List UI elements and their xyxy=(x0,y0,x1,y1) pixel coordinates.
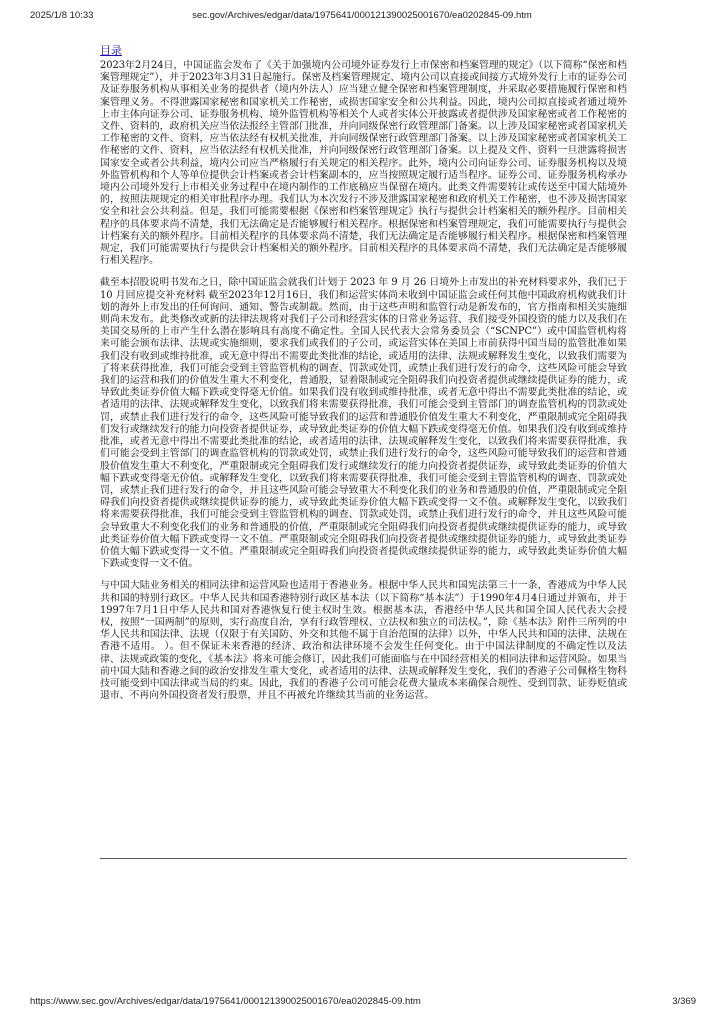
section-divider xyxy=(100,858,627,859)
print-datetime: 2025/1/8 10:33 xyxy=(30,10,94,21)
header-url: sec.gov/Archives/edgar/data/1975641/000121390025001670/ea0202845-09.htm xyxy=(192,10,532,21)
browser-print-header xyxy=(0,8,724,24)
paragraph-confidentiality: 2023年2月24日，中国证监会发布了《关于加强境内公司境外证券发行上市保密和档案管理的规定》（以下简称“保密和档案管理规定”），并于2023年3月31日起施行。保密及档案管理规定、境内公司以直接或间接方式境外发行上市的证券公司及证券服务机构从事相关业务的提供者（境内外法人）应当建立健全保密和档案管理制度，并采取必要措施履行保密和档案管理义务。不得泄露国家秘密和国家机关工作秘密，或损害国家安全和公共利益。因此，境内公司拟直接或者通过境外上市主体向证券公司、证券服务机构、境外监管机构等相关个人或者实体公开披露或者提供涉及国家秘密或者工作秘密的文件、资料的，政府机关应当依法报经主管部门批准，并向同级保密行政管理部门备案。以上涉及国家秘密或者国家机关工作秘密的文件、资料，应当依法经有权机关批准，并向同级保密行政管理部门备案。以上涉及国家秘密或者国家机关工作秘密的文件、资料，应当依法经有权机关批准，并向同级保密行政管理部门备案。以上提及文件、资料一旦泄露将损害国家安全或者公共利益，境内公司应当严格履行有关规定的相关程序。此外，境内公司向证券公司、证券服务机构以及境外监管机构和个人等单位提供会计档案或者会计档案副本的，应当按照规定履行适当程序。证券公司、证券服务机构承办境内公司境外发行上市相关业务过程中在境内制作的工作底稿应当保留在境内。此类文件需要转让或传送至中国大陆境外的，按照法规规定的相关审批程序办理。我们认为本次发行不涉及泄露国家秘密和政府机关工作秘密，也不涉及损害国家安全和社会公共利益。但是，我们可能需要根据《保密和档案管理规定》执行与提供会计档案相关的额外程序。目前相关程序的具体要求尚不清楚，我们无法确定是否能够履行相关程序。根据保密和档案管理规定，我们可能需要执行与提供会计档案有关的额外程序。目前相关程序的具体要求尚不清楚，我们无法确定是否能够履行相关程序。根据保密和档案管理规定，我们可能需要执行与提供会计档案相关的额外程序。目前相关程序的具体要求尚不清楚，我们无法确定是否能够履行相关程序。 xyxy=(100,60,627,267)
paragraph-csrc-approval: 截至本招股说明书发布之日，除中国证监会就我们计划于 2023 年 9 月 26 日境外上市发出的补充材料要求外，我们已于 10 月回应提交补充材料 截至2023年12月16日，我们和运营实体尚未收到中国证监会或任何其他中国政府机构就我们计划的海外上市发出的任何询问、通知、警告或制裁。然而，由于这些声明和监管行动是新发布的，官方指南和相关实施细则尚未发布。此类修改或新的法律法规将对我们子公司和经营实体的日常业务运营、我们接受外国投资的能力以及我们在美国交易所的上市产生什么潜在影响具有高度不确定性。全国人民代表大会常务委员会（“SCNPC”）或中国监管机构将来可能会颁布法律、法规或实施细则，要求我们或我们的子公司，或运营实体在美国上市前获得中国当局的监管批准如果我们没有收到或维持批准，或无意中得出不需要此类批准的结论，或适用的法律、法规或解释发生变化，以致我们需要为了将来获得批准，我们可能会受到主管监管机构的调查、罚款或处罚，或禁止我们进行发行的命令，这些风险可能会导致我们的运营和我们的价值发生重大不利变化，普通股，显着限制或完全阻碍我们向投资者提供或继续提供证券的能力，或导致此类证券价值大幅下跌或变得毫无价值。如果我们没有收到或维持批准，或者无意中得出不需要此类批准的结论，或者适用的法律、法规或解释发生变化，以致我们将来需要获得批准，我们可能会受到主管部门的调查监管机构的罚款或处罚，或禁止我们进行发行的命令，这些风险可能导致我们的运营和普通股价值发生重大不利变化，严重限制或完全阻碍我们发行或继续发行的能力向投资者提供证券，或导致此类证券的价值大幅下跌或变得毫无价值。如果我们没有收到或维持批准，或者无意中得出不需要此类批准的结论，或者适用的法律、法规或解释发生变化，以致我们将来需要获得批准，我们可能会受到主管部门的调查监管机构的罚款或处罚，或禁止我们进行发行的命令，这些风险可能导致我们的运营和普通股价值发生重大不利变化，严重限制或完全阻碍我们发行或继续发行的能力向投资者提供证券，或导致此类证券的价值大幅下跌或变得毫无价值。或解释发生变化，以致我们将来需要获得批准，我们可能会受到主管监管机构的调查、罚款或处罚，或禁止我们进行发行的命令，并且这些风险可能会导致重大不利变化我们的业务和普通股的价值，严重限制或完全阻碍我们向投资者提供或继续提供证券的能力，或导致此类证券价值大幅下跌或变得一文不值。或解释发生变化，以致我们将来需要获得批准，我们可能会受到主管监管机构的调查、罚款或处罚，或禁止我们进行发行的命令，并且这些风险可能会导致重大不利变化我们的业务和普通股的价值，严重限制或完全阻碍我们向投资者提供或继续提供证券的能力，或导致此类证券价值大幅下跌或变得一文不值。严重限制或完全阻碍我们向投资者提供或继续提供证券的能力，或导致此类证券价值大幅下跌或变得一文不值。严重限制或完全阻碍我们向投资者提供或继续提供证券的能力，或导致此类证券价值大幅下跌或变得一文不值。 xyxy=(100,277,627,570)
paragraph-hong-kong: 与中国大陆业务相关的相同法律和运营风险也适用于香港业务。根据中华人民共和国宪法第三十一条，香港成为中华人民共和国的特别行政区。中华人民共和国香港特别行政区基本法（以下简称“基本法”）于1990年4月4日通过并颁布，并于1997年7月1日中华人民共和国对香港恢复行使主权时生效。根据基本法，香港经中华人民共和国全国人民代表大会授权，按照“一国两制”的原则，实行高度自治，享有行政管理权、立法权和独立的司法权。”，除《基本法》附件三所列的中华人民共和国法律、法规（仅限于有关国防、外交和其他不属于自治范围的法律）以外，中华人民共和国的法律、法规在香港不适用。 ）。但不保证未来香港的经济、政治和法律环境不会发生任何变化。由于中国法律制度的不确定性以及法律、法规或政策的变化，《基本法》将来可能会修订，因此我们可能面临与在中国经营相关的相同法律和运营风险。如果当前中国大陆和香港之间的政治安排发生重大变化，或者适用的法律、法规或解释发生变化，我们的香港子公司佩格生物科技可能受到中国法律或当局的约束。因此，我们的香港子公司可能会花费大量成本来确保合规性、受到罚款、证券贬值或退市、不再向外国投资者发行股票，并且不再被允许继续其当前的业务运营。 xyxy=(100,580,627,702)
footer-url: https://www.sec.gov/Archives/edgar/data/1975641/000121390025001670/ea0202845-09.htm xyxy=(30,996,421,1007)
document-body xyxy=(100,60,627,712)
page-indicator: 3/369 xyxy=(672,996,696,1007)
toc-link[interactable]: 目录 xyxy=(100,44,122,57)
browser-print-footer xyxy=(0,994,724,1010)
